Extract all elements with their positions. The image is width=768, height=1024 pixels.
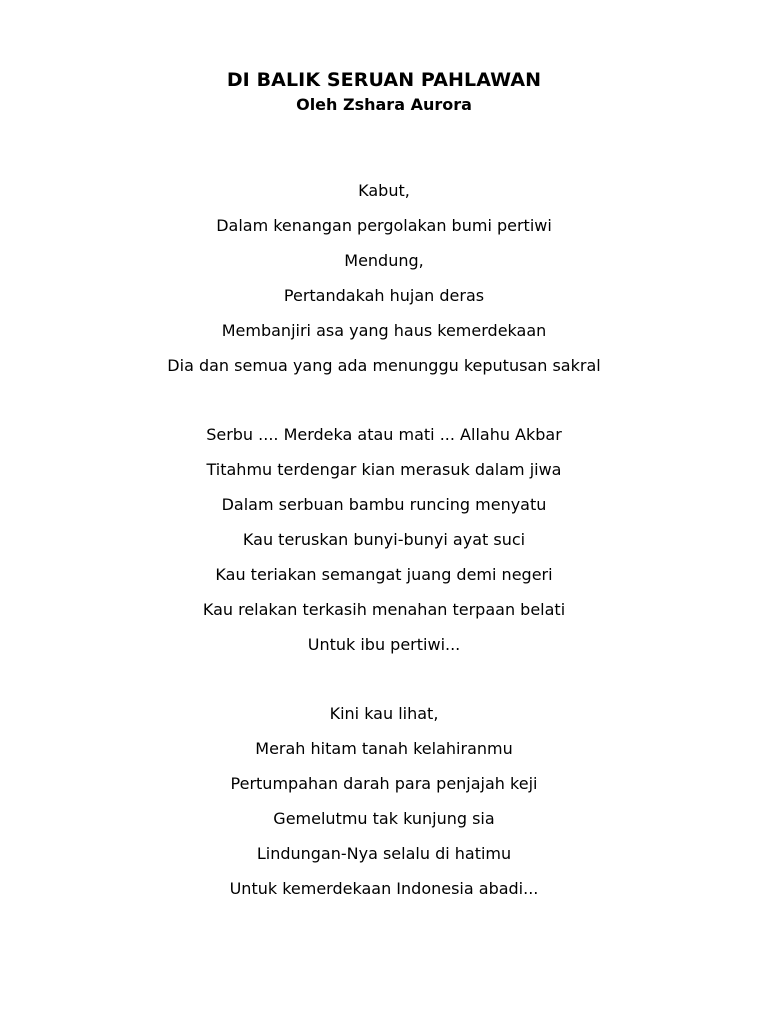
poem-line: Titahmu terdengar kian merasuk dalam jiwa (206, 460, 562, 479)
stanza (0, 424, 768, 669)
poem-title: DI BALIK SERUAN PAHLAWAN (226, 69, 542, 91)
poem-line: Lindungan-Nya selalu di hatimu (256, 844, 512, 863)
stanza (0, 703, 768, 913)
poem-line: Membanjiri asa yang haus kemerdekaan (221, 321, 547, 340)
poem-line: Mendung, (344, 251, 424, 270)
poem-line: Kau relakan terkasih menahan terpaan belati (202, 600, 566, 619)
poem-author: Oleh Zshara Aurora (296, 95, 472, 114)
poem-line: Untuk ibu pertiwi... (307, 635, 461, 654)
poem-line: Kau teriakan semangat juang demi negeri (215, 565, 553, 584)
stanza (0, 180, 768, 390)
poem-line: Serbu .... Merdeka atau mati ... Allahu Akbar (206, 425, 562, 444)
poem-line: Dalam kenangan pergolakan bumi pertiwi (216, 216, 552, 235)
poem-line: Kini kau lihat, (329, 704, 439, 723)
poem-line: Gemelutmu tak kunjung sia (273, 809, 495, 828)
poem-line: Kabut, (358, 181, 410, 200)
poem-line: Kau teruskan bunyi-bunyi ayat suci (242, 530, 526, 549)
poem-line: Merah hitam tanah kelahiranmu (255, 739, 513, 758)
poem-line: Pertumpahan darah para penjajah keji (230, 774, 538, 793)
poem-line: Untuk kemerdekaan Indonesia abadi... (229, 879, 539, 898)
poem-line: Dia dan semua yang ada menunggu keputusan sakral (167, 356, 601, 375)
poem-line: Dalam serbuan bambu runcing menyatu (221, 495, 547, 514)
poem-line: Pertandakah hujan deras (283, 286, 485, 305)
